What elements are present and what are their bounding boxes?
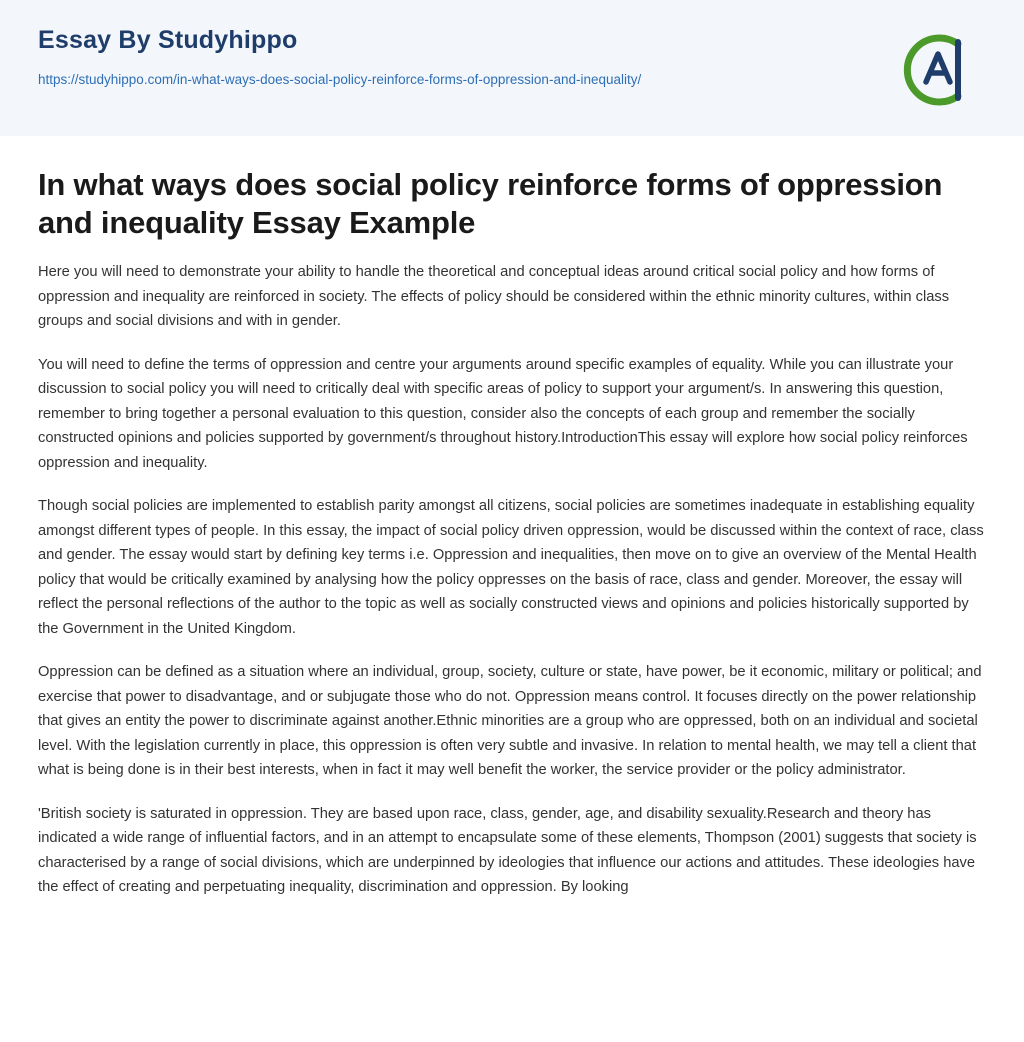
page-title: In what ways does social policy reinforce forms of oppression and inequality Essay Example xyxy=(38,167,943,240)
essay-paragraph: 'British society is saturated in oppression. They are based upon race, class, gender, age, and disability sexuality.Research and theory has indicated a wide range of influential factors, and in an attempt to encapsulate some of these elements, Thompson (2001) suggests that society is characterised by a range of social divisions, which are underpinned by ideologies that influence our actions and attitudes. These ideologies have the effect of creating and perpetuating inequality, discrimination and oppression. By looking xyxy=(38,805,977,895)
source-url[interactable]: https://studyhippo.com/in-what-ways-does-social-policy-reinforce-forms-of-oppression-and-inequality/ xyxy=(38,72,642,87)
header-left xyxy=(38,26,641,90)
essay-paragraph: Though social policies are implemented to establish parity amongst all citizens, social policies are sometimes inadequate in establishing equality amongst different types of people. In this essay, the impact of social policy driven oppression, would be discussed within the context of race, class and gender. The essay would start by defining key terms i.e. Oppression and inequalities, then move on to give an overview of the Mental Health policy that would be critically examined by analysing how the policy oppresses on the basis of race, class and gender. Moreover, the essay will reflect the personal reflections of the author to the topic as well as socially constructed views and opinions and policies historically supported by the Government in the United Kingdom. xyxy=(38,498,984,637)
essay-paragraph: Oppression can be defined as a situation where an individual, group, society, culture or state, have power, be it economic, military or political; and exercise that power to disadvantage, and or subjugate those who do not. Oppression means control. It focuses directly on the power relationship that gives an entity the power to discriminate against another.Ethnic minorities are a group who are oppressed, both on an individual and societal level. With the legislation currently in place, this oppression is often very subtle and invasive. In relation to mental health, we may tell a client that what is being done is in their best interests, when in fact it may well benefit the worker, the service provider or the policy administrator. xyxy=(38,664,982,778)
studyhippo-logo-icon xyxy=(896,28,980,112)
essay-paragraph: You will need to define the terms of oppression and centre your arguments around specific examples of equality. While you can illustrate your discussion to social policy you will need to critically deal with specific areas of policy to support your argument/s. In answering this question, remember to bring together a personal evaluation to this question, consider also the concepts of each group and remember the socially constructed opinions and policies supported by government/s throughout history.IntroductionThis essay will explore how social policy reinforces oppression and inequality. xyxy=(38,356,968,471)
document-content xyxy=(0,136,1024,940)
site-header xyxy=(0,0,1024,136)
site-brand xyxy=(38,26,641,55)
brand-text: Essay By Studyhippo xyxy=(38,26,298,54)
essay-paragraph: Here you will need to demonstrate your ability to handle the theoretical and conceptual ideas around critical social policy and how forms of oppression and inequality are reinforced in society. The effects of policy should be considered within the ethnic minority cultures, within class groups and social divisions and with in gender. xyxy=(38,264,950,329)
